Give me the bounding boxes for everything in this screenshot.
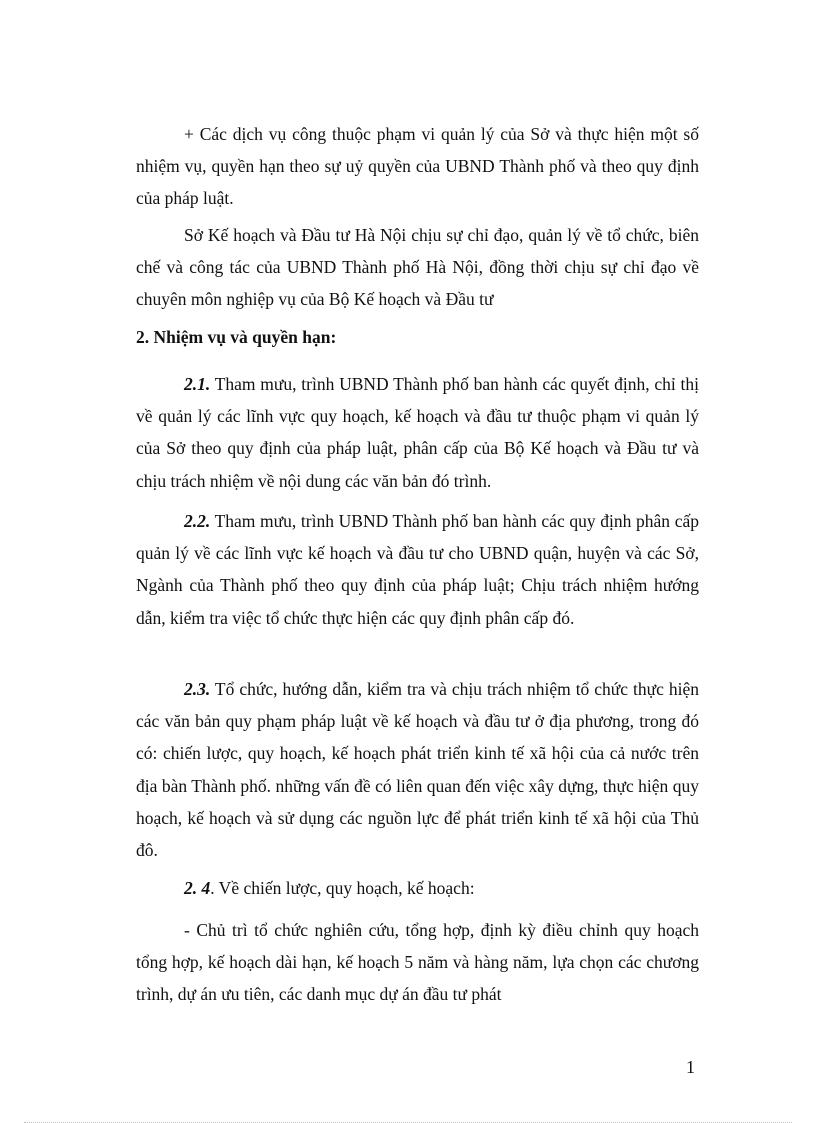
item-text: . Về chiến lược, quy hoạch, kế hoạch: — [210, 878, 475, 898]
item-number: 2.1. — [184, 374, 211, 394]
item-number: 2. 4 — [184, 878, 211, 898]
item-2-2 — [136, 505, 699, 634]
item-number: 2.2. — [184, 511, 211, 531]
paragraph-public-services: + Các dịch vụ công thuộc phạm vi quản lý của Sở và thực hiện một số nhiệm vụ, quyền hạn theo sự uỷ quyền của UBND Thành phố và theo quy định của pháp luật. — [136, 124, 699, 209]
section-heading: 2. Nhiệm vụ và quyền hạn: — [136, 327, 337, 347]
item-2-4 — [136, 872, 699, 904]
item-text: Tham mưu, trình UBND Thành phố ban hành các quyết định, chỉ thị về quản lý các lĩnh vực quy hoạch, kế hoạch và đầu tư thuộc phạm vi quản lý của Sở theo quy định của pháp luật, phân cấp của Bộ Kế hoạch và Đầu tư và chịu trách nhiệm về nội dung các văn bản đó trình. — [136, 374, 699, 491]
item-2-1 — [136, 368, 699, 497]
page-number: 1 — [686, 1057, 695, 1077]
paragraph-department-supervision: Sở Kế hoạch và Đầu tư Hà Nội chịu sự chỉ đạo, quản lý về tổ chức, biên chế và công tác của UBND Thành phố Hà Nội, đồng thời chịu sự chỉ đạo về chuyên môn nghiệp vụ của Bộ Kế hoạch và Đầu tư — [136, 225, 699, 310]
bullet-strategy-planning: - Chủ trì tổ chức nghiên cứu, tổng hợp, định kỳ điều chỉnh quy hoạch tổng hợp, kế hoạch dài hạn, kế hoạch 5 năm và hàng năm, lựa chọn các chương trình, dự án ưu tiên, các danh mục dự án đầu tư phát — [136, 920, 699, 1005]
item-text: Tổ chức, hướng dẫn, kiểm tra và chịu trách nhiệm tổ chức thực hiện các văn bản quy phạm pháp luật về kế hoạch và đầu tư ở địa phương, trong đó có: chiến lược, quy hoạch, kế hoạch phát triển kinh tế xã hội của cả nước trên địa bàn Thành phố. những vấn đề có liên quan đến việc xây dựng, thực hiện quy hoạch, kế hoạch và sử dụng các nguồn lực để phát triển kinh tế xã hội của Thủ đô. — [136, 679, 699, 861]
item-text: Tham mưu, trình UBND Thành phố ban hành các quy định phân cấp quản lý về các lĩnh vực kế hoạch và đầu tư cho UBND quận, huyện và các Sở, Ngành của Thành phố theo quy định của pháp luật; Chịu trách nhiệm hướng dẫn, kiểm tra việc tổ chức thực hiện các quy định phân cấp đó. — [136, 511, 699, 628]
item-number: 2.3. — [184, 679, 211, 699]
item-2-3 — [136, 673, 699, 866]
